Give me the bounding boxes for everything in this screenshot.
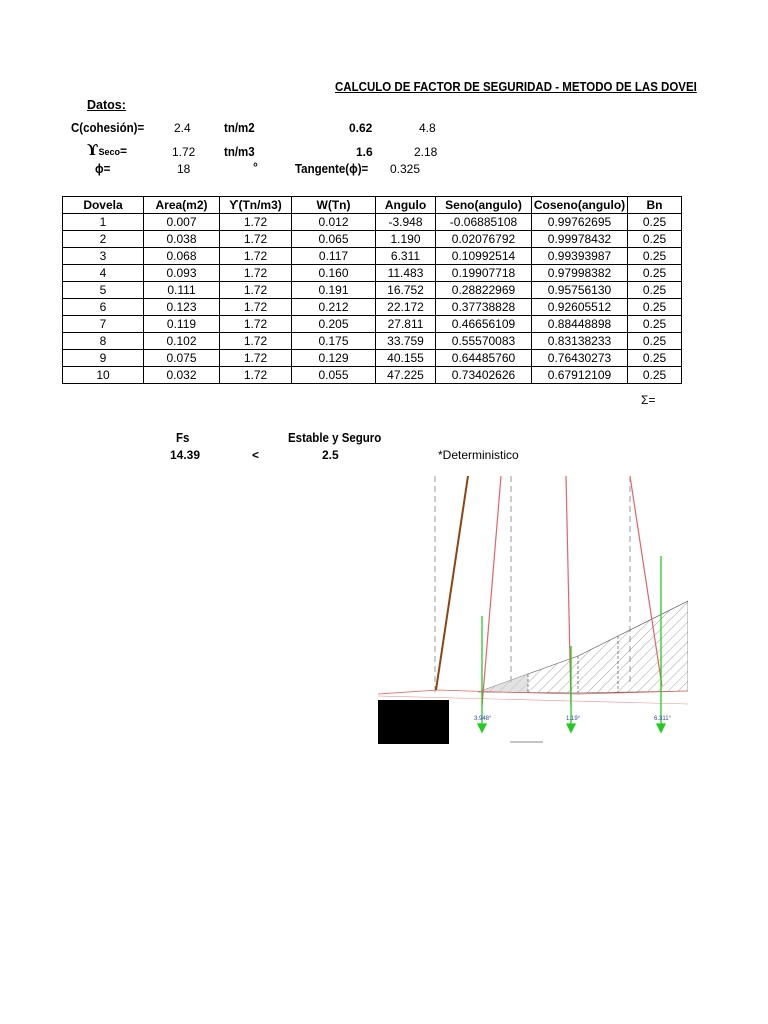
- phi-label: ϕ=: [95, 162, 111, 176]
- cell-seno: 0.64485760: [436, 350, 532, 367]
- black-block: [378, 700, 449, 744]
- cell-dovela: 7: [63, 316, 144, 333]
- cell-dovela: 2: [63, 231, 144, 248]
- cohesion-value: 2.4: [174, 121, 191, 135]
- cell-seno: 0.19907718: [436, 265, 532, 282]
- cell-seno: 0.28822969: [436, 282, 532, 299]
- table-row: [63, 282, 682, 299]
- sum-label: Σ=: [641, 393, 656, 407]
- cell-area: 0.111: [144, 282, 220, 299]
- cell-w: 0.160: [292, 265, 376, 282]
- cell-w: 0.012: [292, 214, 376, 231]
- cell-w: 0.212: [292, 299, 376, 316]
- tangente-value: 0.325: [390, 162, 421, 176]
- cell-bn: 0.25: [628, 282, 682, 299]
- cell-coseno: 0.76430273: [532, 350, 628, 367]
- header-seno: Seno(angulo): [436, 197, 532, 214]
- cell-dovela: 8: [63, 333, 144, 350]
- peso-extra: 2.18: [414, 145, 438, 159]
- cell-coseno: 0.88448898: [532, 316, 628, 333]
- cell-peso: 1.72: [220, 333, 292, 350]
- cell-bn: 0.25: [628, 316, 682, 333]
- comparator: <: [252, 448, 260, 462]
- peso-value: 1.72: [172, 145, 196, 159]
- table-row: [63, 299, 682, 316]
- table-row: [63, 265, 682, 282]
- cell-bn: 0.25: [628, 350, 682, 367]
- peso-extra-bold: 1.6: [356, 145, 373, 159]
- cell-area: 0.032: [144, 367, 220, 384]
- table-header-row: [63, 197, 682, 214]
- cell-seno: 0.73402626: [436, 367, 532, 384]
- cell-angulo: 16.752: [376, 282, 436, 299]
- fs-label: Fs: [176, 431, 190, 445]
- cell-peso: 1.72: [220, 316, 292, 333]
- cell-seno: 0.37738828: [436, 299, 532, 316]
- cell-area: 0.093: [144, 265, 220, 282]
- table-row: [63, 367, 682, 384]
- cell-w: 0.191: [292, 282, 376, 299]
- cell-angulo: 40.155: [376, 350, 436, 367]
- table-row: [63, 214, 682, 231]
- cell-bn: 0.25: [628, 333, 682, 350]
- cell-area: 0.068: [144, 248, 220, 265]
- tangente-label: Tangente(ϕ)=: [295, 162, 369, 176]
- cell-peso: 1.72: [220, 350, 292, 367]
- cell-dovela: 5: [63, 282, 144, 299]
- cell-bn: 0.25: [628, 214, 682, 231]
- cell-dovela: 9: [63, 350, 144, 367]
- cell-seno: 0.46656109: [436, 316, 532, 333]
- peso-unit: tn/m3: [224, 145, 255, 159]
- cohesion-label: C(cohesión)=: [71, 121, 145, 135]
- cohesion-unit: tn/m2: [224, 121, 255, 135]
- cohesion-extra-bold: 0.62: [349, 121, 373, 135]
- peso-seco-label: ϒSeco=: [87, 141, 127, 159]
- deterministico-note: *Deterministico: [438, 448, 519, 462]
- cell-peso: 1.72: [220, 265, 292, 282]
- datos-label: Datos:: [87, 98, 126, 112]
- angle-label-3: 6.311°: [654, 716, 671, 722]
- header-w: W(Tn): [292, 197, 376, 214]
- cell-bn: 0.25: [628, 231, 682, 248]
- cell-bn: 0.25: [628, 299, 682, 316]
- cohesion-extra: 4.8: [419, 121, 436, 135]
- table-row: [63, 248, 682, 265]
- cell-coseno: 0.99393987: [532, 248, 628, 265]
- cell-area: 0.102: [144, 333, 220, 350]
- cell-angulo: 33.759: [376, 333, 436, 350]
- cell-w: 0.065: [292, 231, 376, 248]
- cell-angulo: 11.483: [376, 265, 436, 282]
- header-angulo: Angulo: [376, 197, 436, 214]
- table-row: [63, 333, 682, 350]
- header-coseno: Coseno(angulo): [532, 197, 628, 214]
- cell-dovela: 6: [63, 299, 144, 316]
- cell-coseno: 0.97998382: [532, 265, 628, 282]
- cell-angulo: 1.190: [376, 231, 436, 248]
- cell-w: 0.129: [292, 350, 376, 367]
- cell-w: 0.205: [292, 316, 376, 333]
- cell-dovela: 10: [63, 367, 144, 384]
- cell-angulo: 47.225: [376, 367, 436, 384]
- cell-area: 0.007: [144, 214, 220, 231]
- cell-w: 0.117: [292, 248, 376, 265]
- cell-coseno: 0.99978432: [532, 231, 628, 248]
- page-title: CALCULO DE FACTOR DE SEGURIDAD - METODO DE LAS DOVEI: [335, 80, 697, 94]
- cell-area: 0.075: [144, 350, 220, 367]
- cell-angulo: 27.811: [376, 316, 436, 333]
- cell-bn: 0.25: [628, 265, 682, 282]
- cell-area: 0.119: [144, 316, 220, 333]
- angle-label-1: 3.948°: [474, 716, 492, 722]
- cell-coseno: 0.95756130: [532, 282, 628, 299]
- cell-coseno: 0.92605512: [532, 299, 628, 316]
- degree-symbol: °: [253, 160, 258, 174]
- cell-peso: 1.72: [220, 367, 292, 384]
- phi-value: 18: [177, 162, 191, 176]
- cell-bn: 0.25: [628, 248, 682, 265]
- cell-area: 0.123: [144, 299, 220, 316]
- cell-dovela: 4: [63, 265, 144, 282]
- table-row: [63, 316, 682, 333]
- table-row: [63, 350, 682, 367]
- cell-w: 0.055: [292, 367, 376, 384]
- cell-dovela: 3: [63, 248, 144, 265]
- cell-coseno: 0.83138233: [532, 333, 628, 350]
- fs-value: 14.39: [170, 448, 201, 462]
- slope-diagram-svg: [378, 476, 688, 744]
- cell-coseno: 0.99762695: [532, 214, 628, 231]
- table-row: [63, 231, 682, 248]
- cell-seno: -0.06885108: [436, 214, 532, 231]
- cell-angulo: 22.172: [376, 299, 436, 316]
- cell-peso: 1.72: [220, 248, 292, 265]
- cell-dovela: 1: [63, 214, 144, 231]
- slope-diagram: [378, 476, 688, 744]
- cell-peso: 1.72: [220, 214, 292, 231]
- cell-seno: 0.10992514: [436, 248, 532, 265]
- header-dovela: Dovela: [63, 197, 144, 214]
- cell-bn: 0.25: [628, 367, 682, 384]
- estable-value: 2.5: [322, 448, 339, 462]
- cell-angulo: -3.948: [376, 214, 436, 231]
- cell-peso: 1.72: [220, 231, 292, 248]
- dovelas-table: [62, 196, 682, 384]
- cell-seno: 0.02076792: [436, 231, 532, 248]
- header-bn: Bn: [628, 197, 682, 214]
- upsilon-symbol: ϒ: [87, 141, 99, 159]
- cell-angulo: 6.311: [376, 248, 436, 265]
- cell-area: 0.038: [144, 231, 220, 248]
- angle-label-2: 1.19°: [566, 716, 581, 722]
- header-area: Area(m2): [144, 197, 220, 214]
- header-peso: ϒ(Tn/m3): [220, 197, 292, 214]
- cell-peso: 1.72: [220, 282, 292, 299]
- cell-peso: 1.72: [220, 299, 292, 316]
- estable-label: Estable y Seguro: [288, 431, 382, 445]
- cell-seno: 0.55570083: [436, 333, 532, 350]
- cell-coseno: 0.67912109: [532, 367, 628, 384]
- cell-w: 0.175: [292, 333, 376, 350]
